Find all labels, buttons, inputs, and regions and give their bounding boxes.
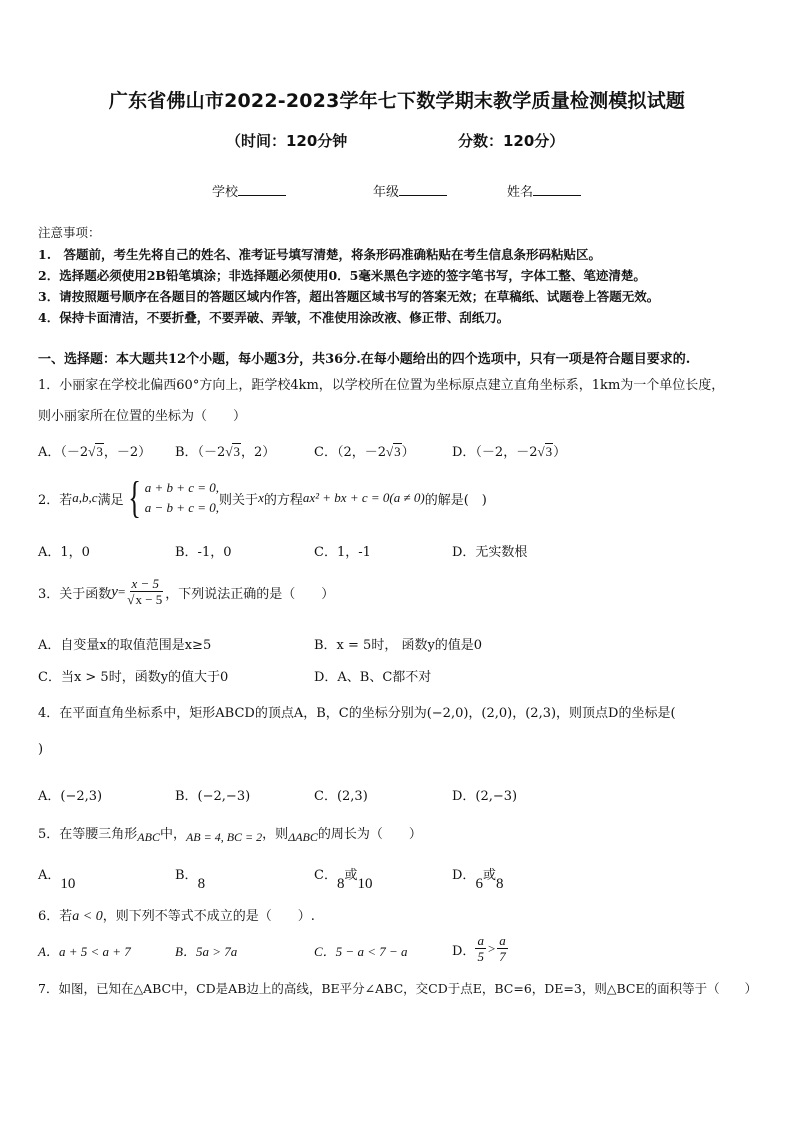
q6-d-label: D． [452, 943, 476, 959]
name-blank[interactable] [533, 183, 581, 196]
q5-mid: 中， [159, 827, 186, 842]
question-1-line2: 则小丽家所在位置的坐标为（ ） [38, 409, 247, 424]
q6-condition: a < 0 [72, 909, 103, 924]
q6-d-num1: a [477, 933, 484, 948]
q5-b-value: 8 [197, 876, 206, 892]
exam-title: 广东省佛山市2022-2023学年七下数学期末教学质量检测模拟试题 [108, 90, 686, 112]
q5-triangle: ABC [137, 830, 160, 844]
q1-a-post: ，－2） [103, 445, 152, 460]
q5-d-value2: 8 [495, 876, 504, 892]
q5-a-label: A． [38, 868, 61, 883]
q2-system [145, 478, 219, 518]
q3-numerator: x − 5 [131, 576, 160, 591]
q3-y: y [111, 583, 118, 600]
q1-option-b[interactable]: B．（－2√3，2） [175, 444, 276, 460]
q5-option-c[interactable] [314, 864, 372, 893]
q2-mid: 满足 [97, 492, 124, 508]
q5-pre: 5．在等腰三角形 [38, 827, 138, 842]
q5-delta: ΔABC [288, 830, 318, 844]
q5-option-b[interactable] [175, 864, 205, 893]
q2-text3: 的解是( ) [424, 492, 487, 508]
q5-d-label: D． [452, 868, 476, 883]
q2-option-a[interactable]: A．1，0 [38, 545, 90, 560]
q1-d-pre: D．（－2，－2 [452, 445, 538, 460]
q2-brace: { [127, 473, 141, 522]
q1-c-pre: C．（2，－2 [314, 445, 386, 460]
q6-d-num2: a [499, 933, 506, 948]
grade-blank[interactable] [399, 183, 447, 196]
q4-option-b[interactable]: B．(−2,−3) [175, 789, 251, 804]
q1-b-post: ，2） [240, 445, 276, 460]
q1-a-rad: 3 [96, 444, 103, 459]
q5-post: 的周长为（ ） [317, 827, 422, 842]
q5-d-or: 或 [482, 868, 496, 883]
q1-c-rad: 3 [394, 444, 401, 459]
q6-pre: 6．若 [38, 909, 73, 924]
q3-option-a[interactable]: A．自变量x的取值范围是x≥5 [38, 638, 212, 653]
q5-condition: AB = 4, BC = 2 [185, 830, 263, 844]
grade-label: 年级 [373, 185, 400, 200]
q5-option-d[interactable] [452, 864, 503, 893]
q3-denominator: x − 5 [135, 592, 163, 607]
exam-score: 分数：120分） [458, 132, 565, 150]
q1-d-post: ） [553, 445, 567, 460]
question-6 [38, 905, 315, 925]
q2-vars: a,b,c [72, 490, 98, 505]
q1-option-d[interactable]: D．（－2，－2√3） [452, 444, 567, 460]
grade-field [373, 181, 447, 200]
q2-x: x [258, 490, 264, 505]
q5-c-value1: 8 [336, 876, 345, 892]
q5-a-value: 10 [60, 876, 76, 892]
q3-post: ，下列说法正确的是（ ） [165, 586, 335, 602]
q1-d-rad: 3 [545, 444, 553, 459]
q2-equation: ax² + bx + c = 0(a ≠ 0) [302, 490, 425, 505]
notice-item: 2．选择题必须使用2B铅笔填涂；非选择题必须使用0．5毫米黑色字迹的签字笔书写，字体工整、笔迹清楚。 [38, 268, 646, 283]
q4-option-a[interactable]: A．(−2,3) [38, 789, 103, 804]
q2-option-c[interactable]: C．1，-1 [314, 545, 371, 560]
q1-a-pre: A．（－2 [38, 445, 89, 460]
q3-option-b[interactable]: B．x = 5时， 函数y的值是0 [314, 638, 483, 653]
q3-pre: 3．关于函数 [38, 586, 112, 602]
q3-eq: = [117, 584, 126, 599]
q2-eq2: a − b + c = 0, [144, 500, 220, 515]
q5-d-value1: 6 [475, 876, 483, 892]
q6-d-den2: 7 [499, 949, 506, 964]
q1-b-pre: B．（－2 [175, 445, 226, 460]
q2-pre: 2．若 [38, 492, 73, 508]
question-3 [38, 576, 334, 608]
notice-item: 4．保持卡面清洁，不要折叠，不要弄破、弄皱，不准使用涂改液、修正带、刮纸刀。 [38, 310, 510, 325]
q5-text: ，则 [262, 827, 289, 842]
q3-fraction: $\frac{x - 5}{√x - 5}$ [127, 576, 163, 607]
q2-eq1: a + b + c = 0, [144, 480, 220, 495]
name-label: 姓名 [507, 185, 534, 200]
q4-option-c[interactable]: C．(2,3) [314, 789, 368, 804]
q1-option-a[interactable]: A．（－2√3，－2） [38, 444, 152, 460]
q6-option-d[interactable] [452, 933, 508, 965]
question-4-line1: 4．在平面直角坐标系中，矩形ABCD的顶点A，B，C的坐标分别为(−2,0)，(2,0)，(2,3)，则顶点D的坐标是( [38, 706, 676, 721]
question-7: 7．如图，已知在△ABC中，CD是AB边上的高线，BE平分∠ABC，交CD于点E，BC=6，DE=3，则△BCE的面积等于（ ） [38, 981, 758, 996]
q6-option-c[interactable]: C．5 − a < 7 − a [314, 944, 408, 959]
q2-text2: 的方程 [263, 492, 303, 508]
q2-option-b[interactable]: B．-1，0 [175, 545, 232, 560]
q1-option-c[interactable]: C．（2，－2√3） [314, 444, 415, 460]
q6-d-den1: 5 [477, 949, 484, 964]
notice-item: 3．请按照题号顺序在各题目的答题区域内作答，超出答题区域书写的答案无效；在草稿纸、试题卷上答题无效。 [38, 289, 660, 304]
question-1-line1: 1．小丽家在学校北偏西60°方向上，距学校4km，以学校所在位置为坐标原点建立直角坐标系，1km为一个单位长度， [38, 378, 725, 393]
school-label: 学校 [212, 185, 239, 200]
question-2 [38, 473, 487, 522]
q2-text1: 则关于 [219, 492, 259, 508]
q1-b-rad: 3 [233, 444, 240, 459]
question-5 [38, 823, 422, 845]
notice-item: 1. 答题前，考生先将自己的姓名、准考证号填写清楚，将条形码准确粘贴在考生信息条形码粘贴区。 [38, 247, 602, 262]
q1-c-post: ） [401, 445, 415, 460]
q5-c-label: C． [314, 868, 337, 883]
name-field [507, 181, 581, 200]
q6-d-gt: > [487, 941, 496, 956]
q6-d-frac1 [475, 933, 486, 965]
q5-b-label: B． [175, 868, 198, 883]
section-heading: 一、选择题：本大题共12个小题，每小题3分，共36分.在每小题给出的四个选项中，只有一项是符合题目要求的. [38, 352, 691, 367]
q2-option-d[interactable]: D．无实数根 [452, 545, 528, 560]
school-blank[interactable] [238, 183, 286, 196]
notice-heading: 注意事项： [38, 225, 101, 240]
q6-d-frac2 [497, 933, 508, 965]
q5-option-a[interactable] [38, 864, 75, 893]
q6-post: ，则下列不等式不成立的是（ ）. [102, 909, 315, 924]
q4-option-d[interactable]: D．(2,−3) [452, 789, 518, 804]
q6-option-b[interactable]: B．5a > 7a [175, 944, 238, 959]
exam-time: （时间：120分钟 [226, 132, 348, 150]
question-4-line2: ) [38, 742, 44, 757]
q3-option-d[interactable]: D．A、B、C都不对 [314, 670, 432, 685]
q6-option-a[interactable]: A．a + 5 < a + 7 [38, 944, 131, 959]
school-field [212, 181, 286, 200]
q5-c-or: 或 [344, 868, 358, 883]
q3-option-c[interactable]: C．当x > 5时，函数y的值大于0 [38, 670, 229, 685]
q5-c-value2: 10 [357, 876, 373, 892]
